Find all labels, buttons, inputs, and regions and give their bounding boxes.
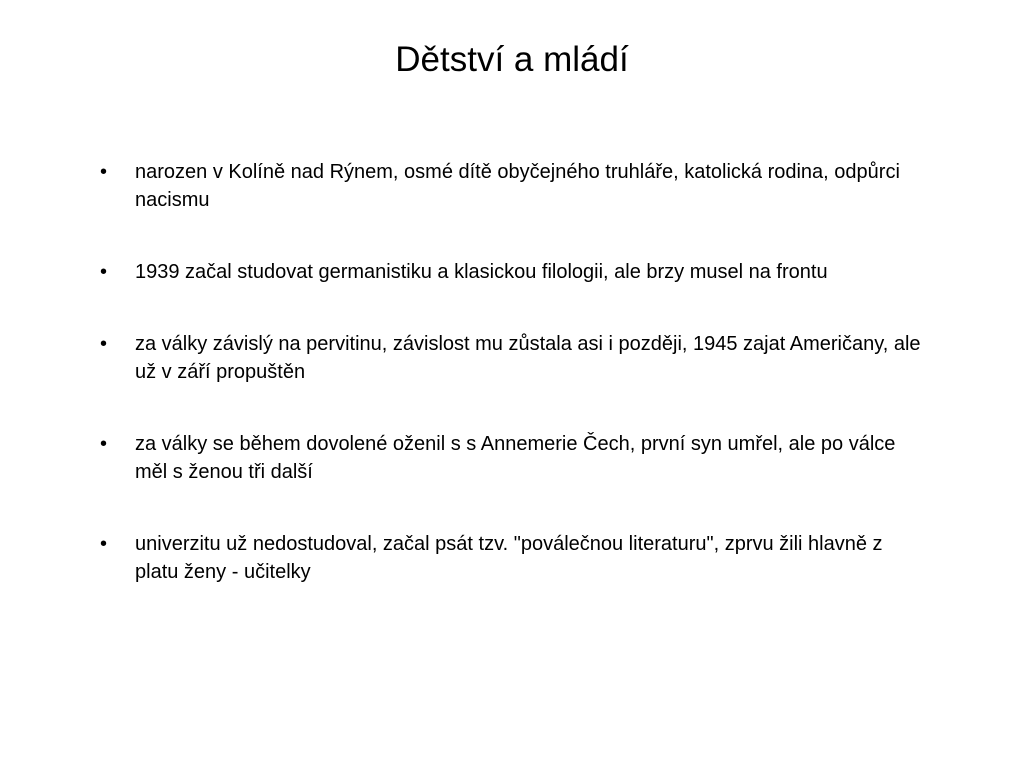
- slide-title: Dětství a mládí: [395, 40, 629, 79]
- bullet-text: univerzitu už nedostudoval, začal psát tzv. "poválečnou literaturu", zprvu žili hlavně z platu ženy - učitelky: [135, 533, 883, 583]
- bullet-text: za války závislý na pervitinu, závislost mu zůstala asi i později, 1945 zajat Američany, ale už v září propuštěn: [135, 333, 921, 383]
- bullet-icon: •: [100, 433, 108, 455]
- bullet-text: za války se během dovolené oženil s s Annemerie Čech, první syn umřel, ale po válce měl s ženou tři další: [135, 433, 896, 483]
- bullet-text: 1939 začal studovat germanistiku a klasickou filologii, ale brzy musel na frontu: [135, 261, 828, 283]
- bullet-icon: •: [100, 261, 108, 283]
- bullet-item: [100, 430, 930, 486]
- bullet-item: [100, 530, 930, 586]
- bullet-icon: •: [100, 533, 108, 555]
- bullet-item: [100, 158, 930, 214]
- bullet-icon: •: [100, 333, 108, 355]
- bullet-text: narozen v Kolíně nad Rýnem, osmé dítě obyčejného truhláře, katolická rodina, odpůrci nacismu: [135, 161, 900, 211]
- bullet-item: [100, 258, 930, 286]
- bullet-list: [100, 158, 930, 630]
- bullet-item: [100, 330, 930, 386]
- bullet-icon: •: [100, 161, 108, 183]
